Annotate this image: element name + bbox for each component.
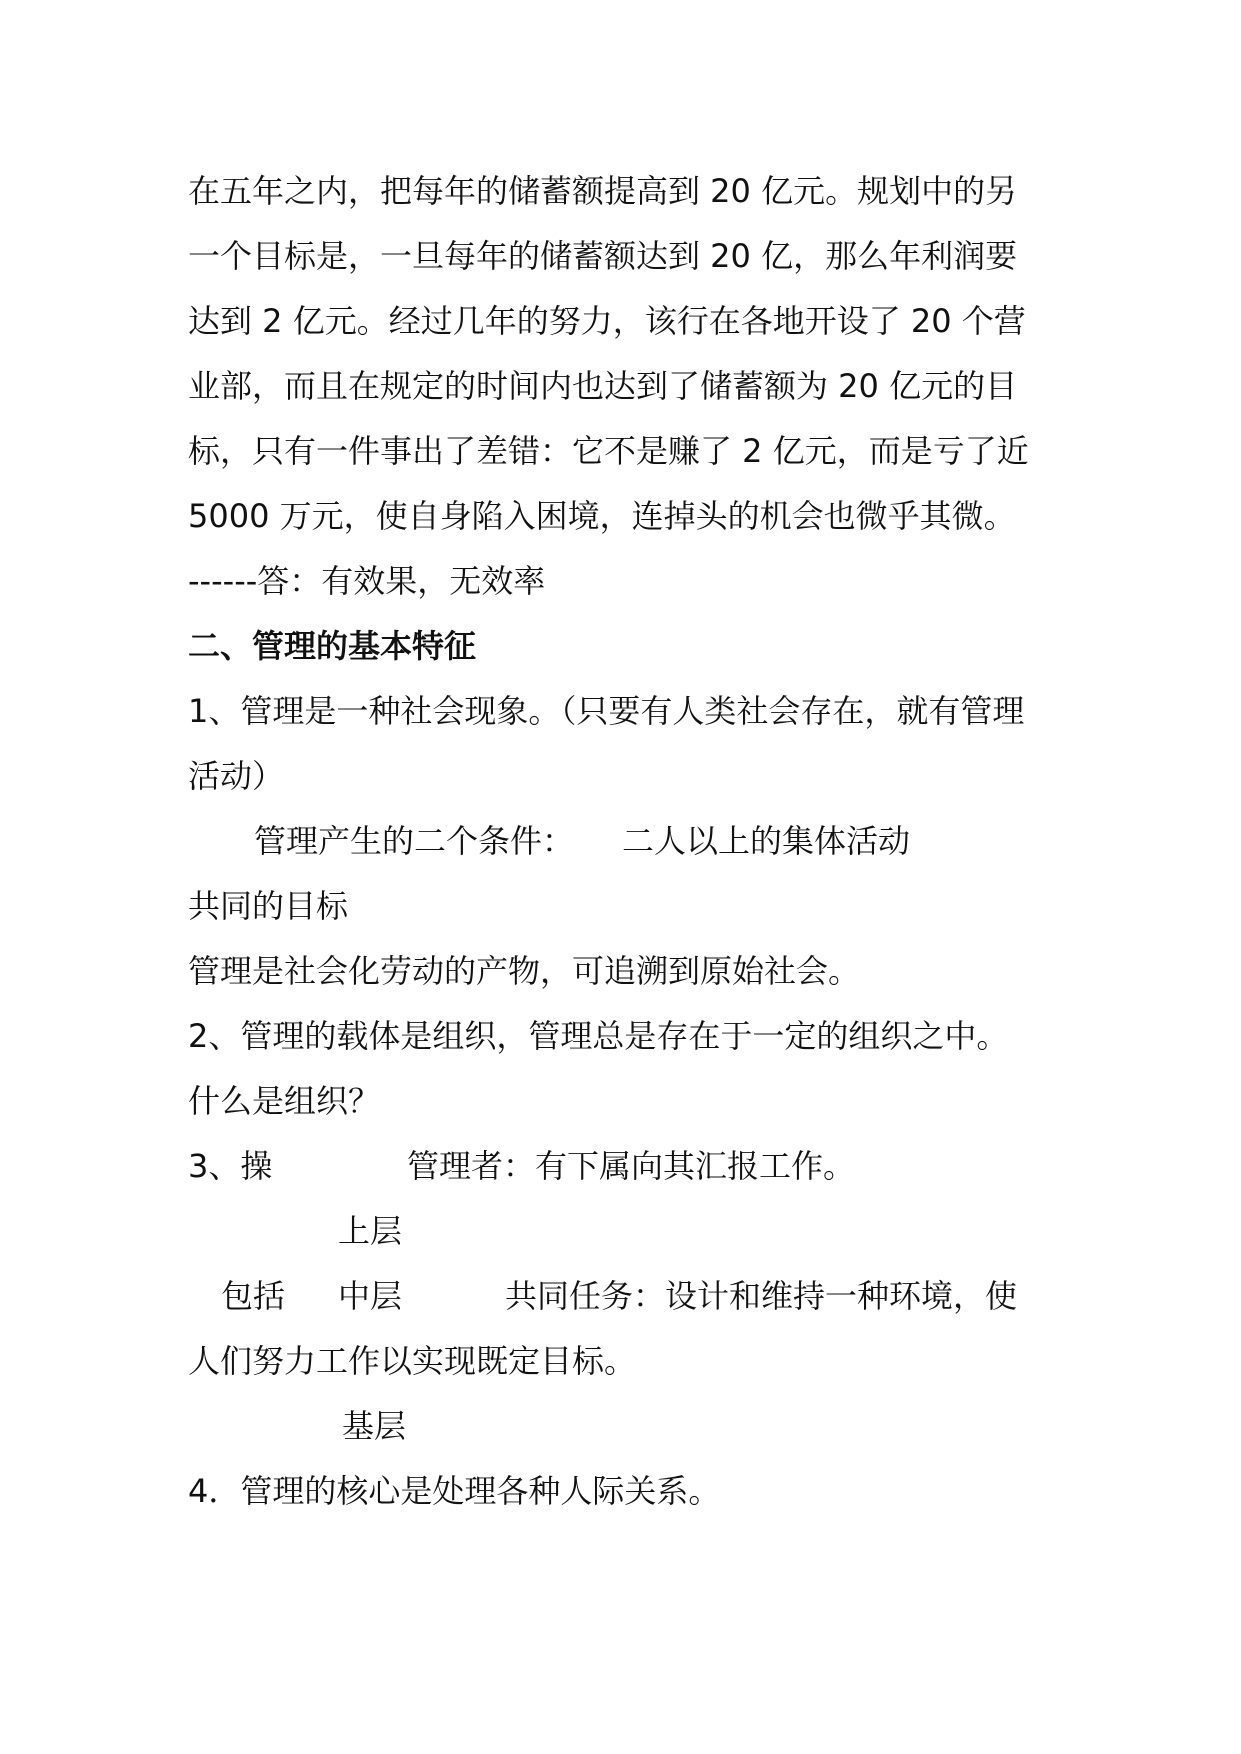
includes-label: 包括 bbox=[221, 1277, 286, 1315]
condition-collective-activity: 二人以上的集体活动 bbox=[622, 822, 911, 860]
paragraph-line: 5000 万元，使自身陷入困境，连掉头的机会也微乎其微。 bbox=[188, 497, 1016, 535]
paragraph-line: 业部，而且在规定的时间内也达到了储蓄额为 20 亿元的目 bbox=[188, 367, 1018, 405]
point-1-line-1: 1、管理是一种社会现象。（只要有人类社会存在，就有管理 bbox=[188, 692, 1025, 730]
point-1-line-2: 活动） bbox=[188, 757, 285, 795]
condition-common-goal: 共同的目标 bbox=[188, 887, 349, 925]
level-middle: 中层 bbox=[338, 1277, 403, 1315]
common-task-line-2: 人们努力工作以实现既定目标。 bbox=[188, 1342, 637, 1380]
point-2-line: 2、管理的载体是组织，管理总是存在于一定的组织之中。 bbox=[188, 1017, 1009, 1055]
point-4-line: 4．管理的核心是处理各种人际关系。 bbox=[188, 1472, 721, 1510]
section-heading: 二、管理的基本特征 bbox=[188, 627, 477, 665]
manager-definition: 管理者：有下属向其汇报工作。 bbox=[407, 1147, 856, 1185]
social-labor-line: 管理是社会化劳动的产物，可追溯到原始社会。 bbox=[188, 952, 861, 990]
point-3-prefix: 3、操 bbox=[188, 1147, 273, 1185]
paragraph-line: 在五年之内，把每年的储蓄额提高到 20 亿元。规划中的另 bbox=[188, 172, 1018, 210]
organization-question: 什么是组织？ bbox=[188, 1082, 381, 1120]
answer-line: ------答：有效果，无效率 bbox=[188, 562, 546, 600]
common-task-line-1: 共同任务：设计和维持一种环境，使 bbox=[505, 1277, 1018, 1315]
conditions-label: 管理产生的二个条件： bbox=[254, 822, 575, 860]
level-upper: 上层 bbox=[338, 1212, 403, 1250]
paragraph-line: 达到 2 亿元。经过几年的努力，该行在各地开设了 20 个营 bbox=[188, 302, 1026, 340]
paragraph-line: 一个目标是，一旦每年的储蓄额达到 20 亿，那么年利润要 bbox=[188, 237, 1018, 275]
level-base: 基层 bbox=[342, 1407, 407, 1445]
paragraph-line: 标，只有一件事出了差错：它不是赚了 2 亿元，而是亏了近 bbox=[188, 432, 1029, 470]
